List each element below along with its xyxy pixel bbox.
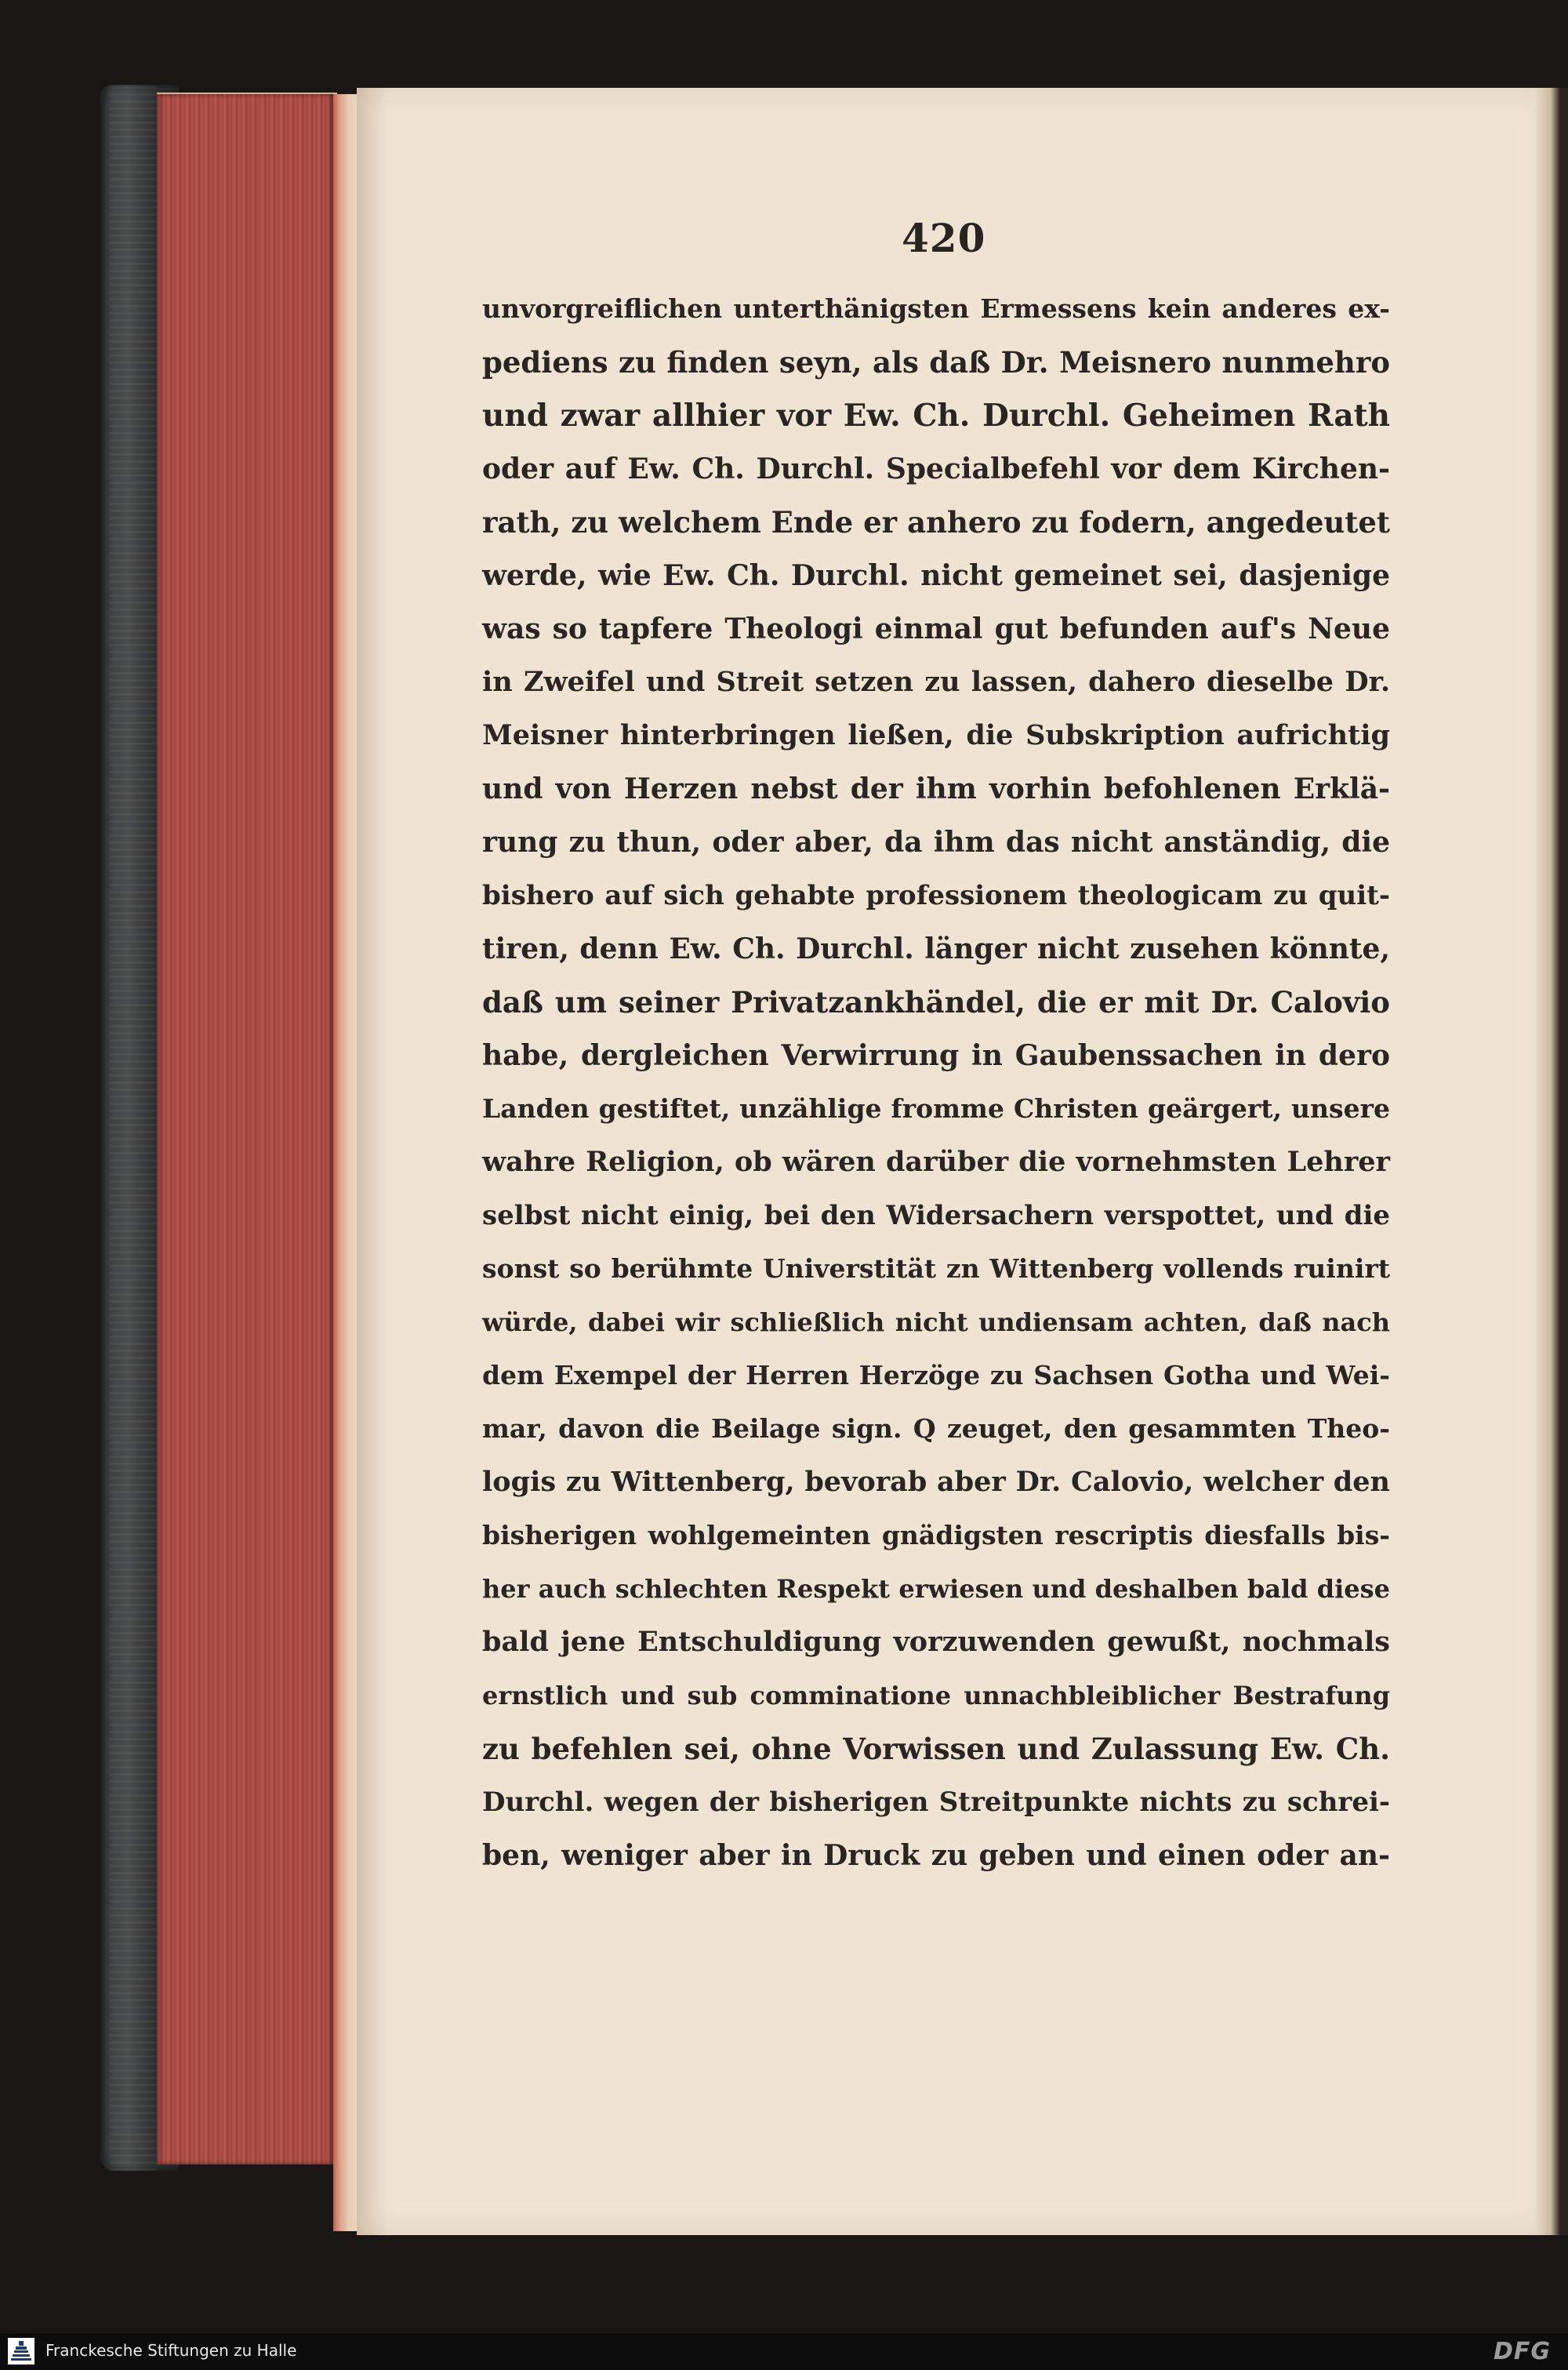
text-line: daß um seiner Privatzankhändel, die er mit Dr. Calovio	[482, 985, 1390, 1020]
red-page-edges	[157, 94, 333, 2165]
text-line: in Zweifel und Streit setzen zu lassen, dahero dieselbe Dr.	[482, 666, 1390, 698]
page-number: 420	[902, 215, 986, 261]
text-line: zu befehlen sei, ohne Vorwissen und Zulassung Ew. Ch.	[482, 1732, 1390, 1766]
franckesche-stiftungen-logo-icon	[8, 2338, 34, 2365]
text-line: bishero auf sich gehabte professionem theologicam zu quit-	[482, 880, 1390, 911]
text-line: selbst nicht einig, bei den Widersachern verspottet, und die	[482, 1200, 1390, 1231]
text-line: bisherigen wohlgemeinten gnädigsten rescriptis diesfalls bis-	[482, 1520, 1390, 1550]
text-line: her auch schlechten Respekt erwiesen und deshalben bald diese	[482, 1574, 1390, 1604]
text-line: werde, wie Ew. Ch. Durchl. nicht gemeinet sei, dasjenige	[482, 559, 1390, 592]
text-line: und von Herzen nebst der ihm vorhin befohlenen Erklä-	[482, 772, 1390, 805]
text-line: wahre Religion, ob wären darüber die vornehmsten Lehrer	[482, 1146, 1390, 1178]
text-line: bald jene Entschuldigung vorzuwenden gewußt, nochmals	[482, 1626, 1390, 1658]
cover-texture	[110, 85, 157, 2171]
viewer-footer	[0, 2333, 1568, 2370]
institution-label: Franckesche Stiftungen zu Halle	[45, 2341, 297, 2360]
text-line: tiren, denn Ew. Ch. Durchl. länger nicht zusehen könnte,	[482, 932, 1390, 965]
text-line: was so tapfere Theologi einmal gut befunden auf's Neue	[482, 612, 1390, 645]
text-line: mar, davon die Beilage sign. Q zeuget, den gesammten Theo-	[482, 1413, 1390, 1444]
body-text	[482, 282, 1390, 1882]
text-line: unvorgreiflichen unterthänigsten Ermessens kein anderes ex-	[482, 293, 1390, 324]
text-line: rath, zu welchem Ende er anhero zu fodern, angedeutet	[482, 505, 1390, 540]
text-line: pediens zu finden seyn, als daß Dr. Meisnero nunmehro	[482, 345, 1390, 380]
text-line: Meisner hinterbringen ließen, die Subskription aufrichtig	[482, 719, 1390, 751]
text-line: logis zu Wittenberg, bevorab aber Dr. Calovio, welcher den	[482, 1466, 1390, 1498]
text-line: ernstlich und sub comminatione unnachbleiblicher Bestrafung	[482, 1681, 1390, 1710]
text-line: Durchl. wegen der bisherigen Streitpunkte nichts zu schrei-	[482, 1787, 1390, 1818]
text-line: würde, dabei wir schließlich nicht undiensam achten, daß nach	[482, 1307, 1390, 1337]
dfg-logo: DFG	[1493, 2338, 1551, 2365]
text-line: habe, dergleichen Verwirrung in Gaubenssachen in dero	[482, 1039, 1390, 1072]
text-line: rung zu thun, oder aber, da ihm das nicht anständig, die	[482, 826, 1390, 859]
page-right-edge	[1537, 88, 1568, 2235]
text-line: ben, weniger aber in Druck zu geben und einen oder an-	[482, 1839, 1390, 1872]
page-inner-shade	[357, 88, 388, 2235]
text-line: oder auf Ew. Ch. Durchl. Specialbefehl vor dem Kirchen-	[482, 453, 1390, 485]
text-line: dem Exempel der Herren Herzöge zu Sachsen Gotha und Wei-	[482, 1360, 1390, 1390]
text-line: sonst so berühmte Universtität zn Wittenberg vollends ruinirt	[482, 1253, 1390, 1284]
text-line: Landen gestiftet, unzählige fromme Christen geärgert, unsere	[482, 1093, 1390, 1124]
text-line: und zwar allhier vor Ew. Ch. Durchl. Geheimen Rath	[482, 398, 1390, 434]
